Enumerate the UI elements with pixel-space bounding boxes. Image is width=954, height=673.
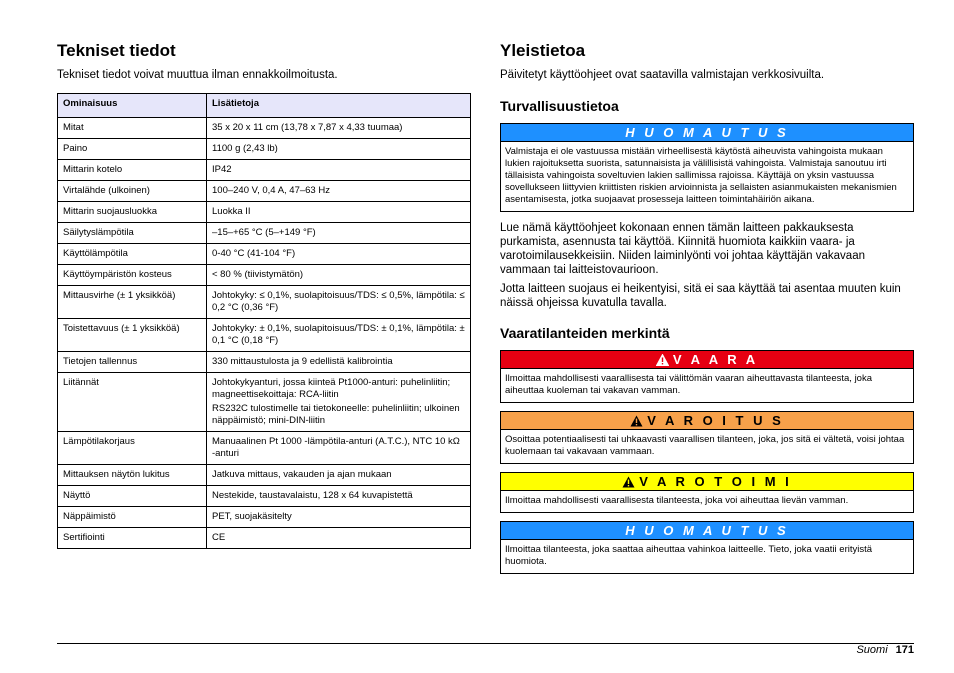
- notice-text: Valmistaja ei ole vastuussa mistään virheellisestä käytöstä aiheuvista vahingoista mukaan lukien rajoituksetta suorista, satunnaisista ja välillisistä vahingoista. Valmistaja sanoutuu irti tällaisista vahingoista soveltuvien lakien sallimissa rajoissa. Käyttäjä on yksin vastuussa sovellukseen liittyvien kriittisten riskien arvioinnista ja sellaisten asianmukaisten mekanismien asentamisesta, jotka suojaavat prosesseja laitteen toimintahäiriön aikana.: [505, 146, 897, 205]
- spec-property: Sertifiointi: [58, 528, 207, 549]
- spec-value-text: –15–+65 °C (5–+149 °F): [212, 227, 316, 238]
- warning-triangle-icon: [622, 476, 635, 488]
- spec-value: [207, 244, 471, 265]
- spec-value: [207, 118, 471, 139]
- table-row: [58, 202, 471, 223]
- right-column: [500, 40, 914, 574]
- table-row: [58, 181, 471, 202]
- safety-heading: Turvallisuustietoa: [500, 98, 619, 114]
- warning-text: Osoittaa potentiaalisesti tai uhkaavasti vaarallisen tilanteen, joka, jos sitä ei vältetä, voisi johtaa kuolemaan tai vakavaan vammaan.: [505, 434, 905, 457]
- table-row: [58, 265, 471, 286]
- spec-value: [207, 160, 471, 181]
- notice-box-general: [500, 123, 914, 212]
- spec-value-text: < 80 % (tiivistymätön): [212, 269, 304, 280]
- table-row: [58, 319, 471, 352]
- footer-divider: [57, 643, 914, 644]
- spec-value-text: Luokka II: [212, 206, 251, 217]
- spec-value: [207, 507, 471, 528]
- spec-value-text: IP42: [212, 164, 232, 175]
- table-row: [58, 244, 471, 265]
- caution-title: V A R O T O I M I: [639, 474, 792, 489]
- table-header-details: Lisätietoja: [207, 94, 471, 118]
- spec-property: Mittauksen näytön lukitus: [58, 465, 207, 486]
- spec-value-text: Nestekide, taustavalaistu, 128 x 64 kuvapistettä: [212, 490, 413, 501]
- table-row: [58, 118, 471, 139]
- spec-value: [207, 352, 471, 373]
- spec-property: Mittarin kotelo: [58, 160, 207, 181]
- warning-title: V A R O I T U S: [647, 413, 784, 428]
- safety-paragraph-1: Lue nämä käyttöohjeet kokonaan ennen tämän laitteen pakkauksesta purkamista, asennusta tai käyttöä. Kiinnitä huomiota kaikkiin vaara- ja varotoimilausekkeisiin. Niiden laiminlyönti voi johtaa käyttäjän vakavaan vammaan tai laitteistovaurioon.: [500, 222, 865, 276]
- spec-property: Käyttölämpötila: [58, 244, 207, 265]
- spec-property: Säilytyslämpötila: [58, 223, 207, 244]
- spec-value-text: CE: [212, 532, 226, 543]
- warning-triangle-icon: [630, 415, 643, 427]
- warning-triangle-icon: [656, 354, 669, 366]
- spec-value: [207, 373, 471, 432]
- table-row: [58, 507, 471, 528]
- spec-value-text: Jatkuva mittaus, vakauden ja ajan mukaan: [212, 469, 392, 480]
- spec-property: Mitat: [58, 118, 207, 139]
- general-intro: Päivitetyt käyttöohjeet ovat saatavilla valmistajan verkkosivuilta.: [500, 69, 825, 81]
- danger-box: [500, 350, 914, 403]
- spec-value-text: Johtokyky: ≤ 0,1%, suolapitoisuus/TDS: ≤ 0,5%, lämpötila: ≤ 0,2 °C (0,36 °F): [212, 290, 465, 313]
- spec-property: Mittarin suojausluokka: [58, 202, 207, 223]
- table-row: [58, 139, 471, 160]
- warning-title-bar: [501, 412, 913, 430]
- spec-value: [207, 319, 471, 352]
- footer-language: Suomi: [856, 644, 888, 656]
- danger-text: Ilmoittaa mahdollisesti vaarallisesta tai välittömän vaaran aiheuttavasta tilanteesta, joka aiheuttaa kuoleman tai vakavan vamman.: [505, 373, 872, 396]
- specs-table: [57, 93, 471, 549]
- spec-property: Lämpötilakorjaus: [58, 432, 207, 465]
- spec-value-text: 100–240 V, 0,4 A, 47–63 Hz: [212, 185, 330, 196]
- spec-value: [207, 432, 471, 465]
- notice-title: H U O M A U T U S: [501, 124, 913, 142]
- spec-value: [207, 265, 471, 286]
- danger-title-bar: [501, 351, 913, 369]
- spec-value: [207, 202, 471, 223]
- specs-intro: Tekniset tiedot voivat muuttua ilman ennakkoilmoitusta.: [57, 69, 338, 81]
- spec-property: Liitännät: [58, 373, 207, 432]
- spec-value-text: 330 mittaustulosta ja 9 edellistä kalibrointia: [212, 356, 393, 367]
- notice-text: Ilmoittaa tilanteesta, joka saattaa aiheuttaa vahinkoa laitteelle. Tieto, joka vaatii erityistä huomiota.: [505, 544, 873, 567]
- spec-value: [207, 528, 471, 549]
- spec-property: Näppäimistö: [58, 507, 207, 528]
- spec-property: Tietojen tallennus: [58, 352, 207, 373]
- spec-value-text: Johtokykyanturi, jossa kiinteä Pt1000-anturi: puhelinliitin; magneettisekoittaja: RCA-liitin: [212, 377, 451, 400]
- spec-value: [207, 465, 471, 486]
- table-row: [58, 223, 471, 244]
- page-number: 171: [895, 644, 914, 656]
- table-row: [58, 373, 471, 432]
- spec-property: Toistettavuus (± 1 yksikköä): [58, 319, 207, 352]
- spec-value-text: RS232C tulostimelle tai tietokoneelle: puhelinliitin; ulkoinen näppäimistö; mini-DIN-liitin: [212, 403, 460, 426]
- spec-value-text: 1100 g (2,43 lb): [212, 143, 278, 154]
- table-header-property: Ominaisuus: [58, 94, 207, 118]
- safety-paragraph-2: Jotta laitteen suojaus ei heikentyisi, sitä ei saa käyttää tai asentaa muuten kuin näissä ohjeissa kuvatulla tavalla.: [500, 283, 901, 309]
- spec-value: [207, 181, 471, 202]
- spec-value: [207, 286, 471, 319]
- spec-value-text: Johtokyky: ± 0,1%, suolapitoisuus/TDS: ± 0,1%, lämpötila: ± 0,1 °C (0,18 °F): [212, 323, 465, 346]
- spec-property: Paino: [58, 139, 207, 160]
- spec-value-text: Manuaalinen Pt 1000 -lämpötila-anturi (A.T.C.), NTC 10 kΩ -anturi: [212, 436, 460, 459]
- hazard-heading: Vaaratilanteiden merkintä: [500, 325, 670, 341]
- spec-property: Käyttöympäristön kosteus: [58, 265, 207, 286]
- caution-title-bar: [501, 473, 913, 491]
- spec-property: Näyttö: [58, 486, 207, 507]
- general-heading: Yleistietoa: [500, 41, 586, 60]
- table-row: [58, 160, 471, 181]
- table-row: [58, 352, 471, 373]
- spec-value-text: 35 x 20 x 11 cm (13,78 x 7,87 x 4,33 tuumaa): [212, 122, 403, 133]
- table-row: [58, 432, 471, 465]
- table-row: [58, 486, 471, 507]
- specs-table-body: [58, 118, 471, 549]
- specs-heading: Tekniset tiedot: [57, 41, 176, 60]
- spec-value-text: PET, suojakäsitelty: [212, 511, 292, 522]
- spec-value-text: 0-40 °C (41-104 °F): [212, 248, 296, 259]
- spec-value: [207, 223, 471, 244]
- spec-value: [207, 139, 471, 160]
- table-header-row: [58, 94, 471, 118]
- spec-property: Mittausvirhe (± 1 yksikköä): [58, 286, 207, 319]
- table-row: [58, 528, 471, 549]
- caution-box: [500, 472, 914, 513]
- page-footer: [856, 643, 914, 657]
- notice-title: H U O M A U T U S: [501, 522, 913, 540]
- caution-text: Ilmoittaa mahdollisesti vaarallisesta tilanteesta, joka voi aiheuttaa lievän vamman.: [505, 495, 849, 506]
- table-row: [58, 286, 471, 319]
- danger-title: V A A R A: [672, 352, 759, 367]
- spec-value: [207, 486, 471, 507]
- left-column: [57, 40, 471, 549]
- spec-property: Virtalähde (ulkoinen): [58, 181, 207, 202]
- table-row: [58, 465, 471, 486]
- notice-box-equipment: [500, 521, 914, 574]
- warning-box: [500, 411, 914, 464]
